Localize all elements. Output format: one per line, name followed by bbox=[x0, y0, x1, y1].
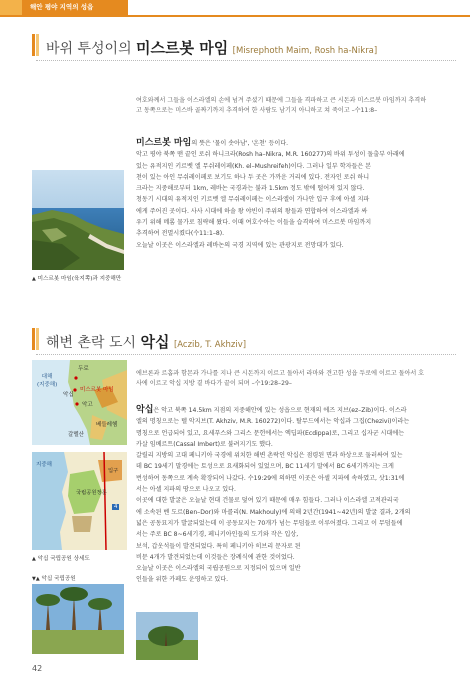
section2-body-lines bbox=[136, 416, 466, 585]
section1-lead bbox=[136, 96, 466, 116]
park-photo-2 bbox=[136, 612, 198, 660]
section1-body-line: 오늘날 이곳은 이스라엘과 레바논의 국경 지역에 있는 관광지로 전망대가 있다. bbox=[136, 241, 344, 249]
header-rule bbox=[0, 15, 470, 17]
map-label-tyre: 두로 bbox=[78, 366, 89, 372]
section2-body-first bbox=[136, 405, 466, 416]
section2-body-line: 이곳에 대한 발굴은 오늘날 현대 건물로 덮여 있기 때문에 매우 힘들다. 그러나 이스라엘 고적관리국 bbox=[136, 497, 399, 505]
palm-photo bbox=[32, 584, 124, 654]
heading-bar bbox=[32, 328, 35, 350]
section2-lead-line: 사에 이르고 악십 지방 곁 바다가 끝이 되며 –수19:28–29– bbox=[136, 380, 292, 387]
section1-photo-caption bbox=[32, 274, 121, 282]
section2-body-line: 오늘날 이곳은 이스라엘의 국립공원으로 지정되어 있으며 일반 bbox=[136, 565, 301, 573]
section1-body bbox=[136, 138, 466, 251]
section2-body-line: 카살 임베르트(Cassal Imbert)로 불려지기도 했다. bbox=[136, 440, 273, 448]
map-label-misrephoth: 미스르봇 마임 bbox=[80, 387, 114, 393]
section1-body-first bbox=[136, 138, 466, 149]
section2-body-line: 엘의 명칭으로는 텔 악지브(T. Akhziv, M.R. 160272)이다. 탈무드에서는 악십과 그집(Chezivi)이라는 bbox=[136, 418, 410, 426]
map-marker bbox=[74, 376, 77, 379]
section2-lead-line: 에브론과 르홉과 함몬과 가나를 지나 큰 시돈까지 이르고 돌아서 라마와 견고한 성읍 두로에 이르고 돌아서 호 bbox=[136, 370, 425, 377]
section1-title-bold: 미스르봇 마임 bbox=[136, 39, 229, 57]
heading-bar-light bbox=[36, 34, 39, 56]
section1-title-sub: [Misrephoth Maim, Rosh ha-Nikra] bbox=[232, 46, 378, 56]
section2-body-line: 갈릴리 지방의 고대 페니키아 국경에 위치한 해변 촌락인 악십은 점령된 면과 하상으로 둘러싸여 있는 bbox=[136, 452, 403, 460]
section2-lead bbox=[136, 369, 466, 389]
section2-title bbox=[46, 331, 246, 352]
park-photo-caption-text: 악십 국립공원 bbox=[41, 576, 76, 582]
heading-bar bbox=[32, 34, 35, 56]
section1-body-line: 우기 위해 메롬 물가로 침략해 왔다. 이때 여호수아는 이들을 습격하여 미스르봇 마임까지 bbox=[136, 219, 372, 227]
section2-body-line: 보석, 갑옷석들이 발견되었다. 특히 페니키아 히브리 문자로 된 bbox=[136, 542, 301, 550]
section1-body-line: 천이 있는 아인 무쉬레이페로 보기도 하나 두 곳은 가까운 거리에 있다. 전자인 로쉬 하니 bbox=[136, 173, 370, 181]
section1-title bbox=[46, 37, 377, 58]
map-label-bethlehem: 베들레헴 bbox=[96, 422, 118, 428]
section2-body bbox=[136, 405, 466, 586]
map-label-carmel: 갈멜산 bbox=[68, 432, 84, 438]
section2-body-line: 비문 4개가 발견되었는데 이것들은 장례식에 관한 것이었다. bbox=[136, 553, 295, 561]
section2-body-line: 번성하여 동쪽으로 계속 확장되어 나갔다. 수19:29에 의하면 이곳은 아셀 지파에 속하였고, 삿1:31에 bbox=[136, 474, 405, 482]
section1-photo bbox=[32, 170, 124, 270]
park-map-sea: 지중해 bbox=[36, 462, 52, 468]
map-marker bbox=[75, 402, 78, 405]
section2-body-line: 은 악고 북쪽 14.5km 지점의 지중해안에 있는 성읍으로 현재의 에즈 지브(ez–Zib)이다. 이스라 bbox=[153, 407, 407, 414]
region-map bbox=[32, 360, 127, 445]
section2-body-line: 넓은 공동묘지가 발굴되었는데 이 공동묘지는 70개가 넘는 무덤들로 이루어졌다. 그리고 이 무덤들에 bbox=[136, 519, 403, 527]
map-label-sea-line: 대해 bbox=[41, 374, 53, 380]
heading-bar-light bbox=[36, 328, 39, 350]
section2-body-line: 서는 아셀 지파의 땅으로 나오고 있다. bbox=[136, 486, 236, 494]
section2-body-line: 인들을 위한 카페도 운영하고 있다. bbox=[136, 576, 229, 584]
section1-divider bbox=[36, 60, 456, 61]
highway-badge: 4 bbox=[114, 504, 118, 510]
section2-body-line: 데 BC 19세기 말경에는 토성으로 요새화되어 있었으며, BC 11세기 말에서 BC 6세기까지는 크게 bbox=[136, 463, 394, 471]
chapter-tab-label: 해안 평야 지역의 성읍 bbox=[30, 3, 94, 11]
caption-triangle-icon: ▲ bbox=[32, 276, 36, 282]
section1-title-pre: 바위 투성이의 bbox=[46, 41, 137, 57]
page-number: 42 bbox=[32, 664, 43, 673]
park-map bbox=[32, 452, 127, 550]
section1-caption-text: 미스르봇 마임(육지쪽)과 지중해만 bbox=[37, 276, 122, 282]
section1-lead-line: 고 동쪽으로는 미스바 골짜기까지 추격하여 한 사람도 남기지 아니하고 쳐 죽이고 –수11:8– bbox=[136, 107, 378, 114]
section2-body-line: 명칭으로 언급되어 있고, 요세푸스와 그리스 문헌에서는 엑딥파(Ecdippa)로, 그리고 십자군 시대에는 bbox=[136, 429, 405, 437]
coast-photo bbox=[32, 170, 124, 270]
map-label-acco: 악고 bbox=[82, 402, 93, 408]
section1-body-line: 청동기 시대의 유적지인 키르벳 엘 무쉬레이페는 이스라엘이 가나안 입구 후에 아셀 지파 bbox=[136, 196, 370, 204]
section1-body-line: 악고 평야 북쪽 맨 끝인 로쉬 하니크라(Rosh ha–Nikra, M.R. 160277)의 바위 투성이 돌출부 아래에 bbox=[136, 151, 405, 159]
section1-keyword: 미스르봇 마임 bbox=[136, 138, 192, 148]
section2-title-pre: 해변 촌락 도시 bbox=[46, 335, 141, 351]
section2-keyword: 악십 bbox=[136, 405, 154, 415]
section2-body-line: 에 소속된 벤 도르(Ben–Dor)와 마콜리(N. Makhouly)에 의해 2년간(1941~42년)의 발굴 결과, 2개의 bbox=[136, 508, 411, 516]
section2-divider bbox=[36, 354, 456, 355]
section2-title-bold: 악십 bbox=[140, 333, 170, 351]
park-map-caption bbox=[32, 554, 90, 562]
section1-lead-line: 여호와께서 그들을 이스라엘의 손에 넘겨 주셨기 때문에 그들을 격파하고 큰 시돈과 미스르봇 마임까지 추격하 bbox=[136, 97, 427, 104]
section1-body-line: 추격하여 전멸시켰다(수11:1–8). bbox=[136, 230, 225, 238]
park-photo-caption bbox=[32, 574, 76, 582]
section2-title-sub: [Aczib, T. Akhziv] bbox=[173, 340, 247, 350]
chapter-tab bbox=[0, 0, 128, 15]
caption-triangle-icon: ▲ bbox=[32, 556, 36, 562]
section1-body-line: 크라는 지중해로부터 1km, 레바논 국경과는 불과 1.5km 정도 밖에 떨어져 있지 않다. bbox=[136, 185, 365, 193]
section1-body-line: 에게 주어진 곳이다. 사사 시대에 하솔 왕 야빈이 주위의 왕들과 연합하여 이스라엘과 싸 bbox=[136, 207, 368, 215]
park-map-caption-text: 악십 국립공원 상세도 bbox=[37, 556, 90, 562]
section2-body-line: 서는 주로 BC 8~6세기경, 페니키아인들의 도기와 작은 입상, bbox=[136, 531, 299, 539]
map-label-sea bbox=[37, 372, 57, 388]
map-label-sea-line: (지중해) bbox=[37, 382, 58, 388]
park-map-gate: 국립공원정문 bbox=[76, 490, 107, 496]
caption-triangle-icon: ▼▲ bbox=[32, 576, 40, 582]
park-map-entrance: 입구 bbox=[108, 468, 119, 474]
section1-body-line: 의 뜻은 '물이 솟아남', '온천' 등이다. bbox=[191, 140, 289, 147]
section1-body-line: 있는 유적지인 키르벳 엘 무쉬레이페(Kh. el–Mushreifeh)이다. 그러나 일부 학자들은 본 bbox=[136, 162, 372, 170]
park-photo-1 bbox=[32, 584, 124, 654]
section1-body-lines bbox=[136, 149, 466, 251]
map-label-aczib: 악십 bbox=[63, 392, 74, 398]
park-lawn-photo bbox=[136, 612, 198, 660]
